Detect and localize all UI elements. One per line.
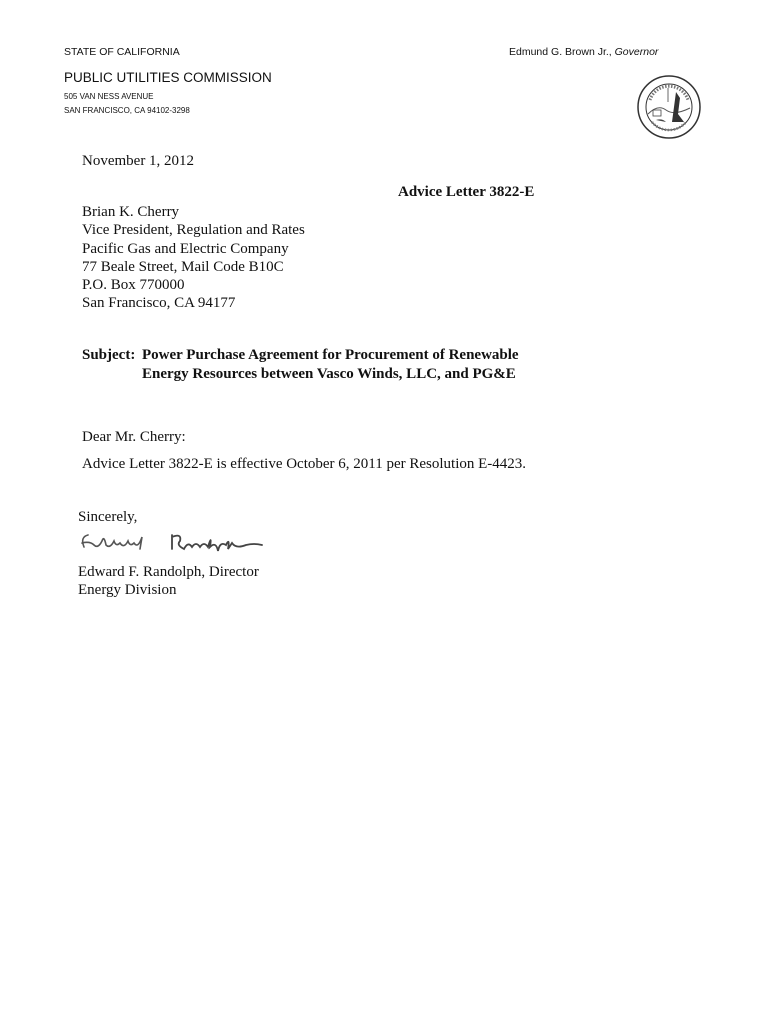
signer-division: Energy Division (78, 582, 177, 599)
agency-address-line1: 505 VAN NESS AVENUE (64, 92, 154, 101)
subject-block (82, 346, 519, 383)
agency-name: PUBLIC UTILITIES COMMISSION (64, 70, 272, 85)
addressee-block (82, 203, 305, 313)
agency-address-line2: SAN FRANCISCO, CA 94102-3298 (64, 106, 190, 115)
governor-line (509, 46, 658, 58)
advice-letter-reference: Advice Letter 3822-E (398, 184, 535, 200)
addressee-name: Brian K. Cherry (82, 204, 180, 220)
subject-label: Subject: (82, 347, 136, 363)
state-label: STATE OF CALIFORNIA (64, 46, 180, 58)
addressee-city: San Francisco, CA 94177 (82, 295, 236, 312)
subject-line-1: Power Purchase Agreement for Procurement of Renewable (142, 347, 519, 363)
california-seal-icon (636, 74, 702, 140)
handwritten-signature (76, 527, 266, 557)
addressee-street: 77 Beale Street, Mail Code B10C (82, 258, 284, 275)
subject-line-2: Energy Resources between Vasco Winds, LLC, and PG&E (142, 365, 516, 382)
addressee-title: Vice President, Regulation and Rates (82, 222, 305, 239)
governor-title: Governor (614, 46, 659, 58)
salutation: Dear Mr. Cherry: (82, 429, 186, 445)
addressee-company: Pacific Gas and Electric Company (82, 240, 289, 257)
addressee-pobox: P.O. Box 770000 (82, 277, 185, 294)
letter-date: November 1, 2012 (82, 153, 195, 169)
governor-name: Edmund G. Brown Jr., (509, 46, 615, 58)
signer-block (78, 563, 259, 600)
closing: Sincerely, (78, 509, 138, 525)
letter-body: Advice Letter 3822-E is effective October 6, 2011 per Resolution E-4423. (82, 456, 527, 472)
signer-name: Edward F. Randolph, Director (78, 564, 259, 580)
